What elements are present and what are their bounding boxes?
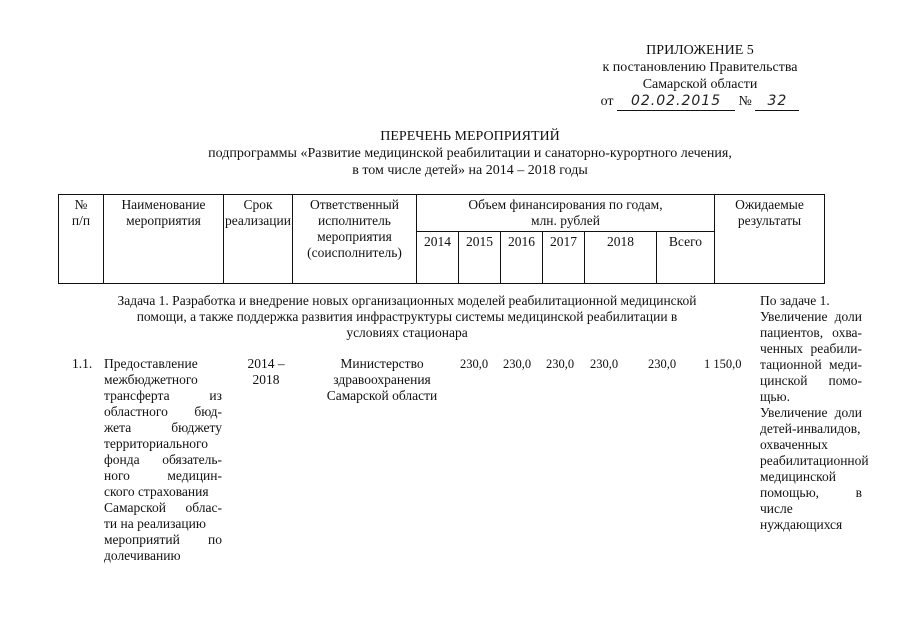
expected-results: По задаче 1. Увеличение доли пациентов, охва- ченных реабили- тационной меди- цинской помо- щью. Увеличение доли детей-инвалидов, охваченных реабилитационной медицинской помощью, в числе нуждающихся [760,293,869,532]
header-total: Всего [656,232,714,284]
value-2018: 230,0 [648,357,677,371]
header-name: Наименование мероприятия [104,195,224,284]
header-finance: Объем финансирования по годам, млн. рублей [416,195,714,232]
table-header [58,194,825,284]
header-num: № п/п [59,195,104,284]
header-year-2018: 2018 [584,232,656,284]
row-term: 2014 – 2018 [247,356,285,387]
value-2015: 230,0 [503,357,532,371]
row-name: Предоставление межбюджетного трансферта из областного бюд- жета бюджету территориального фонда обязатель- ного медицин- ского страхования Самарской облас- ти на реализацию мероприятий по долечиванию [104,356,222,563]
value-total: 1 150,0 [704,357,742,371]
appendix-line2: Самарской области [642,77,758,92]
number-value: 32 [755,93,799,111]
heading-sub2: в том числе детей» на 2014 – 2018 годы [352,163,588,178]
header-year-2015: 2015 [458,232,500,284]
appendix-title: ПРИЛОЖЕНИЕ 5 [646,43,754,58]
task-description: Задача 1. Разработка и внедрение новых организационных моделей реабилитационной медицинской помощи, а также поддержка развития инфраструктуры системы медицинской реабилитации в условиях стационара [117,293,697,340]
header-year-2017: 2017 [542,232,584,284]
header-results: Ожидаемые результаты [714,195,824,284]
date-prefix: от [600,94,614,109]
heading-title: ПЕРЕЧЕНЬ МЕРОПРИЯТИЙ [380,129,560,144]
date-value: 02.02.2015 [617,93,735,111]
value-2016: 230,0 [546,357,575,371]
row-responsible: Министерство здравоохранения Самарской области [326,356,438,403]
value-2017: 230,0 [590,357,619,371]
row-number: 1.1. [72,356,93,371]
appendix-block [590,42,810,111]
header-term: Срок реализации [224,195,293,284]
header-responsible: Ответственный исполнитель мероприятия (соисполнитель) [292,195,416,284]
number-prefix: № [738,94,752,109]
appendix-line1: к постановлению Правительства [602,60,798,75]
document-heading [150,128,790,179]
appendix-date-line [590,93,810,111]
header-year-2016: 2016 [500,232,542,284]
heading-sub1: подпрограммы «Развитие медицинской реабилитации и санаторно-курортного лечения, [208,146,732,161]
value-2014: 230,0 [460,357,489,371]
header-year-2014: 2014 [416,232,458,284]
